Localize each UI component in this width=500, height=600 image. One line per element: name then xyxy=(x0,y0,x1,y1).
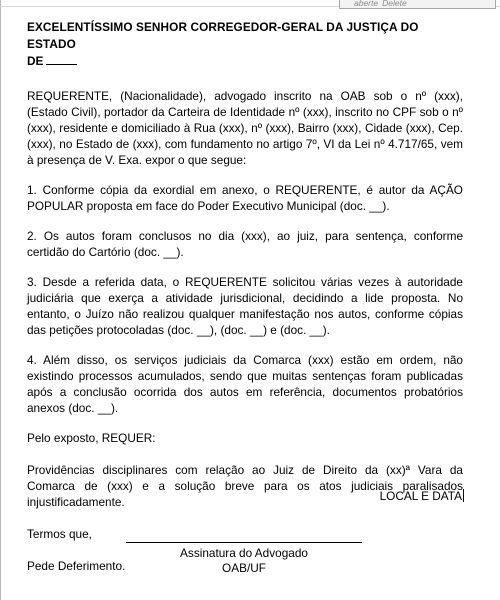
page-left-border xyxy=(0,0,1,600)
track-changes-balloon[interactable] xyxy=(339,0,496,9)
local-date-line xyxy=(380,489,464,504)
paragraph-item-3: 3. Desde a referida data, o REQUERENTE solicitou várias vezes à autoridade judiciária que exerça a atividade jurisdicional, decidindo a lide proposta. No entanto, o Juízo não realizou qualquer manifestação nos autos, conforme cópias das petições protocoladas (doc. __), (doc. __) e (doc. __). xyxy=(27,275,463,337)
paragraph-item-4: 4. Além disso, os serviços judiciais da Comarca (xxx) estão em ordem, não existindo processos acumulados, sendo que muitas sentenças foram publicadas após a conclusão ocorrida dos autos em referência, documentos probatórios anexos (doc. __). xyxy=(27,353,463,415)
paragraph-pede: Pede Deferimento. xyxy=(27,559,126,573)
local-date-text: LOCAL E DATA xyxy=(379,489,462,503)
paragraph-item-1: 1. Conforme cópia da exordial em anexo, o REQUERENTE, é autor da AÇÃO POPULAR proposta em face do Poder Executivo Municipal (doc. __). xyxy=(27,183,463,213)
paragraph-request: Providências disciplinares com relação ao Juiz de Direito da (xx)ª Vara da Comarca de (xxx) e a solução breve para os atos judiciais paralisados injustificadamente. xyxy=(27,463,463,509)
signature-label: Assinatura do Advogado xyxy=(180,546,308,560)
document-title-line2 xyxy=(27,53,463,70)
signature-block xyxy=(126,542,362,576)
paragraph-intro: REQUERENTE, (Nacionalidade), advogado inscrito na OAB sob o nº (xxx), (Estado Civil), portador da Carteira de Identidade nº (xxx), inscrito no CPF sob o nº (xxx), residente e domiciliado à Rua (xxx), nº (xxx), Bairro (xxx), Cidade (xxx), Cep. (xxx), no Estado de (xxx), com fundamento no artigo 7º, VI da Lei nº 4.717/65, vem à presença de V. Exa. expor o que segue: xyxy=(27,89,463,167)
paragraph-item-2: 2. Os autos foram conclusos no dia (xxx), ao juiz, para sentença, conforme certidão do Cartório (doc. __). xyxy=(27,229,463,259)
document-title: EXCELENTÍSSIMO SENHOR CORREGEDOR-GERAL DA JUSTIÇA DO ESTADO xyxy=(27,20,419,51)
title-blank-line xyxy=(46,54,77,65)
paragraph-requer: Pelo exposto, REQUER: xyxy=(27,431,156,445)
balloon-label-1: aberte xyxy=(354,0,379,8)
balloon-label-2: Delete xyxy=(382,0,407,8)
title-state-prefix: DE xyxy=(27,54,44,68)
signature-registration: OAB/UF xyxy=(222,561,266,575)
paragraph-termos: Termos que, xyxy=(27,527,92,541)
text-cursor xyxy=(463,489,464,502)
signature-line xyxy=(126,542,362,543)
